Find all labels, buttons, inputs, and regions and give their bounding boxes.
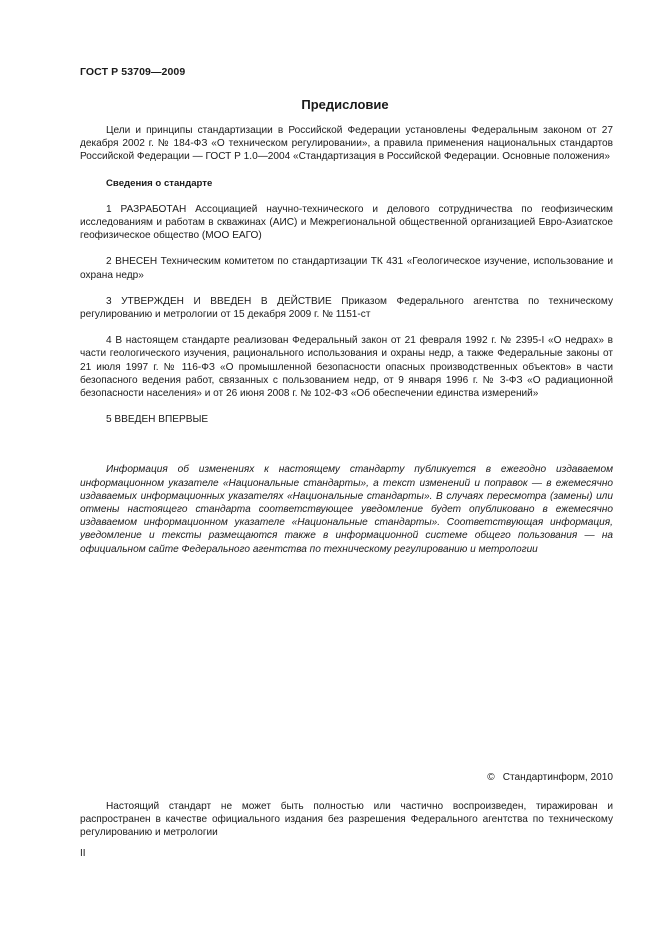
reproduction-note-block xyxy=(80,800,613,840)
copyright-icon: © xyxy=(487,772,495,783)
info-note-block xyxy=(80,463,613,555)
section-heading: Сведения о стандарте xyxy=(106,177,213,189)
document-code: ГОСТ Р 53709—2009 xyxy=(80,66,186,78)
item-2: 2 ВНЕСЕН Техническим комитетом по стандартизации ТК 431 «Геологическое изучение, использование и охрана недр» xyxy=(80,256,613,281)
item-5: 5 ВВЕДЕН ВПЕРВЫЕ xyxy=(106,414,209,426)
info-note: Информация об изменениях к настоящему стандарту публикуется в ежегодно издаваемом информационном указателе «Национальные стандарты», а текст изменений и поправок — в ежемесячно издаваемых информационных указателях «Национальные стандарты». В случаях пересмотра (замены) или отмены настоящего стандарта соответствующее уведомление будет опубликовано в ежемесячно издаваемом информационном указателе «Национальные стандарты». Соответствующая информация, уведомление и тексты размещаются также в информационной системе общего пользования — на официальном сайте Федерального агентства по техническому регулированию и метрологии xyxy=(80,464,613,555)
item-1: 1 РАЗРАБОТАН Ассоциацией научно-технического и делового сотрудничества по геофизическим исследованиям и работам в скважинах (АИС) и Межрегиональной общественной организацией Евро-Азиатское геофизическое общество (МОО ЕАГО) xyxy=(80,203,613,242)
page-number: II xyxy=(80,848,86,859)
copyright-text: Стандартинформ, 2010 xyxy=(502,772,613,783)
page-title: Предисловие xyxy=(301,97,389,112)
reproduction-note: Настоящий стандарт не может быть полностью или частично воспроизведен, тиражирован и распространен в качестве официального издания без разрешения Федерального агентства по техническому регулированию и метрологии xyxy=(80,801,613,839)
item-4: 4 В настоящем стандарте реализован Федеральный закон от 21 февраля 1992 г. № 2395-I «О недрах» в части геологического изучения, рационального использования и охраны недр, а также Федеральные законы от 21 июля 1997 г. № 116-ФЗ «О промышленной безопасности опасных производственных объектов» в части безопасного ведения работ, связанных с пользованием недр, от 9 января 1996 г. № 3-ФЗ «О радиационной безопасности населения» и от 26 июня 2008 г. № 102-ФЗ «Об обеспечении единства измерений» xyxy=(80,335,613,400)
preface-content xyxy=(80,124,613,556)
item-3: 3 УТВЕРЖДЕН И ВВЕДЕН В ДЕЙСТВИЕ Приказом Федерального агентства по техническому регулированию и метрологии от 15 декабря 2009 г. № 1151-ст xyxy=(80,295,613,321)
intro-paragraph: Цели и принципы стандартизации в Российской Федерации установлены Федеральным законом от 27 декабря 2002 г. № 184-ФЗ «О техническом регулировании», а правила применения национальных стандартов Российской Федерации — ГОСТ Р 1.0—2004 «Стандартизация в Российской Федерации. Основные положения» xyxy=(80,125,613,163)
copyright-line xyxy=(487,772,613,783)
